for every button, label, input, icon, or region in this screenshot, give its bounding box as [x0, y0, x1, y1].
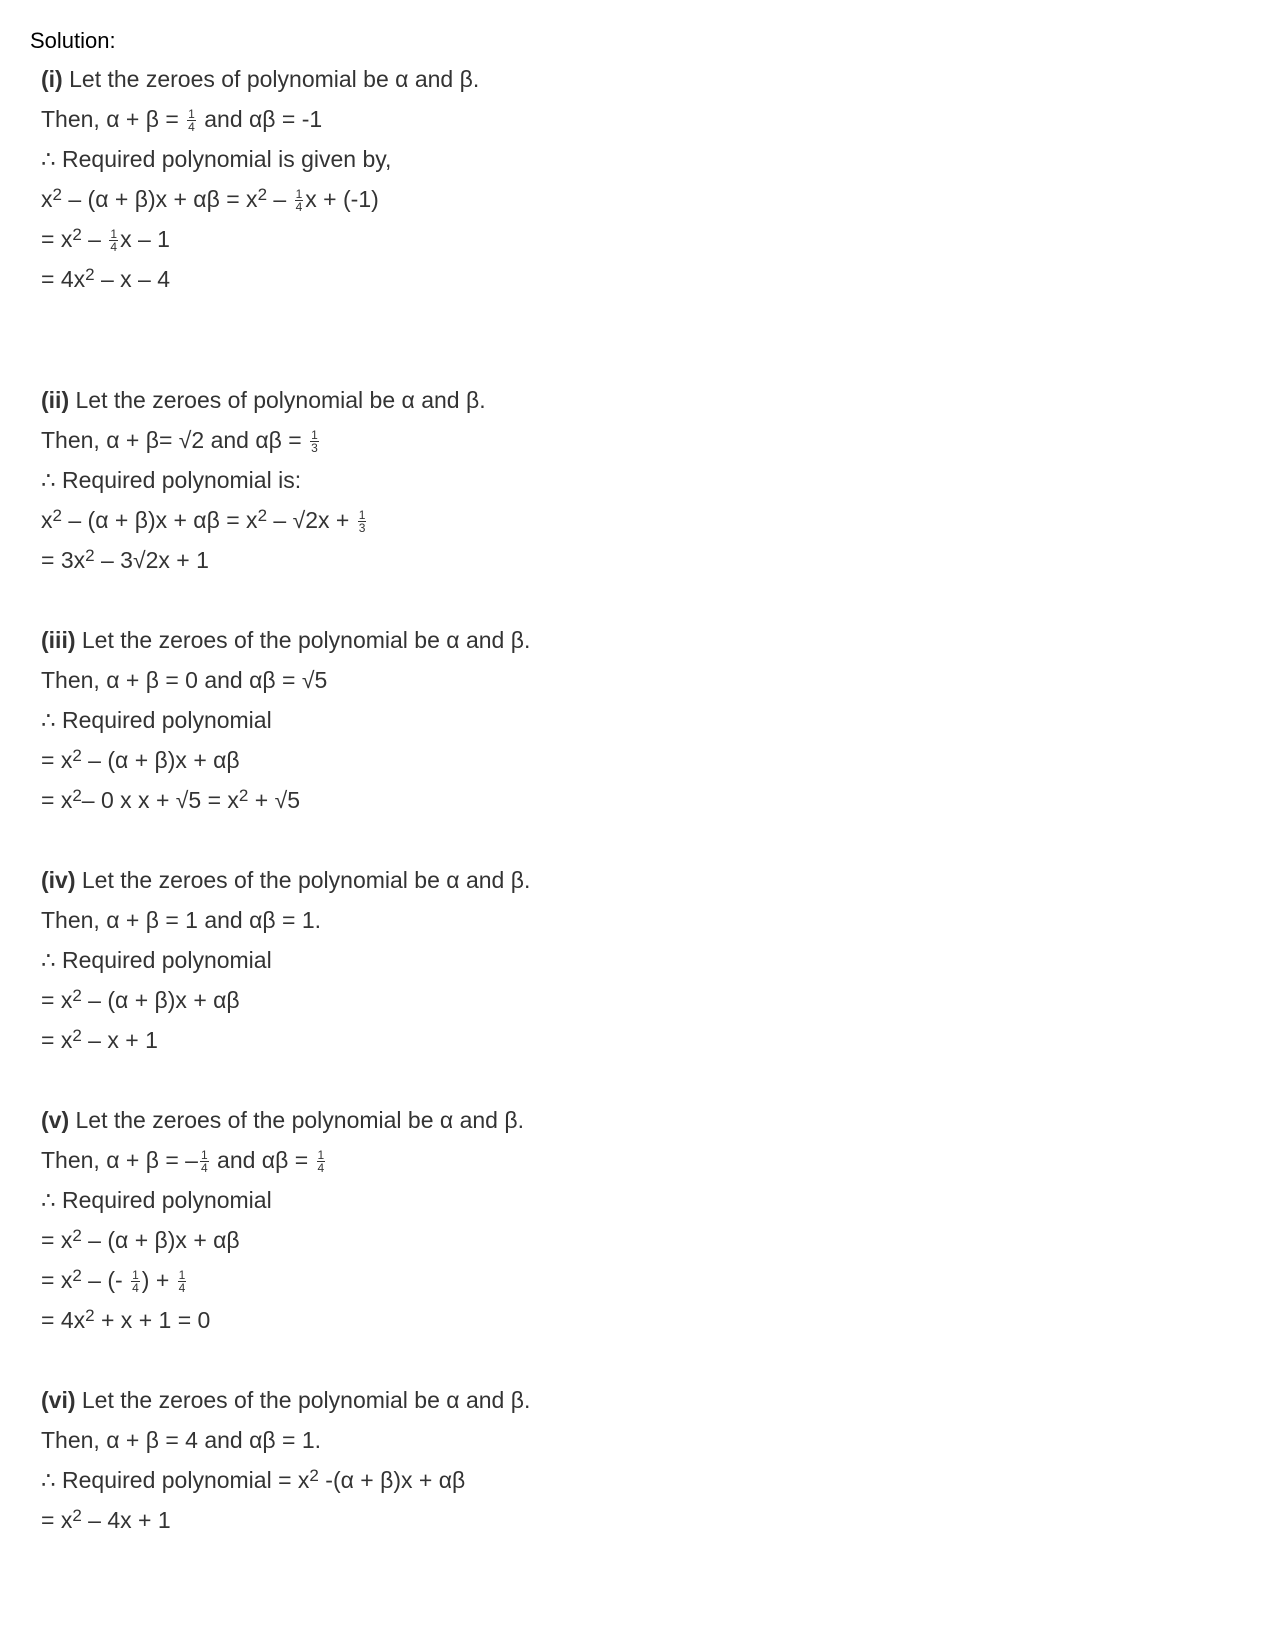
fraction: $\frac{1}{4}$	[317, 1148, 325, 1176]
solution-heading: Solution:	[30, 28, 116, 53]
intro-text: Let the zeroes of the polynomial be α and β.	[75, 1387, 531, 1413]
part-vi-equation-1: = $x^2 - 4x + 1$	[41, 1506, 171, 1533]
part-v-equation-2: = $x^2$ – (- $\frac{1}{4}$ ) + $\frac{1}{4}$	[41, 1266, 186, 1296]
part-iii-equation-1: = $x^2 - (\alpha + \beta)x + \alpha\beta$	[41, 746, 240, 773]
solution-part-iv	[41, 860, 530, 1060]
fraction: $\frac{1}{3}$	[311, 428, 318, 456]
part-i-equation-2: = $x^2$ – $\frac{1}{4}$ x – 1	[41, 225, 170, 255]
part-v-therefore: ∴ Required polynomial	[41, 1187, 272, 1213]
then-text: Then, α + β =	[41, 106, 186, 132]
part-i-equation-3: = $4x^2$ – x – 4	[41, 265, 171, 292]
fraction: $\frac{1}{4}$	[132, 1268, 139, 1296]
intro-text: Let the zeroes of the polynomial be α and β.	[69, 1107, 524, 1133]
part-i-therefore: ∴ Required polynomial is given by,	[41, 146, 392, 172]
part-vi-intro	[41, 1380, 530, 1420]
part-v-intro	[41, 1100, 524, 1140]
part-iii-equation-2: = $x^2-$ 0 x $x + √5 = x^2 + √5$	[41, 786, 300, 813]
part-ii-then: Then, α + β= √2 and αβ = $\frac{1}{3}$	[41, 427, 318, 456]
part-iii-then: Then, α + β = 0 and αβ = √5	[41, 667, 328, 693]
part-iii-intro	[41, 620, 530, 660]
part-iv-then: Then, α + β = 1 and αβ = 1.	[41, 907, 322, 933]
solution-part-vi	[41, 1380, 530, 1540]
part-v-then: Then, α + β = – $\frac{1}{4}$ and αβ = $\frac{1}{4}$	[41, 1147, 325, 1176]
fraction: $\frac{1}{4}$	[110, 227, 118, 255]
part-ii-equation-2: = $3x^2 - 3√2x + 1$	[41, 546, 209, 573]
solution-part-i	[41, 59, 479, 299]
part-number: (iii)	[41, 627, 76, 653]
part-i-equation-1: $x^2 - (\alpha + \beta)x + \alpha\beta = x^2$ – $\frac{1}{4}$ x + (-1)	[41, 185, 379, 215]
part-v-equation-1: = $x^2 - (\alpha + \beta)x + \alpha\beta$	[41, 1226, 240, 1253]
part-iii-therefore: ∴ Required polynomial	[41, 707, 272, 733]
solution-part-iii	[41, 620, 530, 820]
part-number: (i)	[41, 66, 63, 92]
part-ii-equation-1: $x^2 - (\alpha + \beta)x + \alpha\beta = x^2 - √2x$ + $\frac{1}{3}$	[41, 506, 366, 536]
part-iv-equation-2: = $x^2 - x + 1$	[41, 1026, 158, 1053]
part-i-then	[41, 99, 479, 139]
part-ii-therefore: ∴ Required polynomial is:	[41, 467, 302, 493]
solution-part-ii	[41, 380, 486, 580]
intro-text: Let the zeroes of the polynomial be α and β.	[75, 627, 531, 653]
part-vi-then: Then, α + β = 4 and αβ = 1.	[41, 1427, 322, 1453]
fraction: $\frac{1}{3}$	[358, 508, 366, 536]
solution-part-v	[41, 1100, 524, 1340]
part-ii-intro	[41, 380, 486, 420]
fraction: $\frac{1}{4}$	[188, 107, 195, 135]
intro-text: Let the zeroes of polynomial be α and β.	[69, 387, 486, 413]
part-iv-therefore: ∴ Required polynomial	[41, 947, 272, 973]
part-iv-equation-1: = $x^2 - (\alpha + \beta)x + \alpha\beta$	[41, 986, 240, 1013]
part-number: (v)	[41, 1107, 70, 1133]
part-iv-intro	[41, 860, 530, 900]
intro-text: Let the zeroes of the polynomial be α and β.	[75, 867, 531, 893]
then-text-2: and αβ = -1	[197, 106, 323, 132]
part-i-intro	[41, 59, 479, 99]
part-number: (ii)	[41, 387, 70, 413]
intro-text: Let the zeroes of polynomial be α and β.	[62, 66, 480, 92]
fraction: $\frac{1}{4}$	[295, 187, 303, 215]
part-vi-therefore: ∴ Required polynomial = $x^2$ -(α + β)x + αβ	[41, 1466, 466, 1493]
fraction: $\frac{1}{4}$	[200, 1148, 208, 1176]
part-v-equation-3: = $4x^2 + x + 1 = 0$	[41, 1306, 211, 1333]
fraction: $\frac{1}{4}$	[178, 1268, 186, 1296]
part-number: (iv)	[41, 867, 76, 893]
part-number: (vi)	[41, 1387, 76, 1413]
